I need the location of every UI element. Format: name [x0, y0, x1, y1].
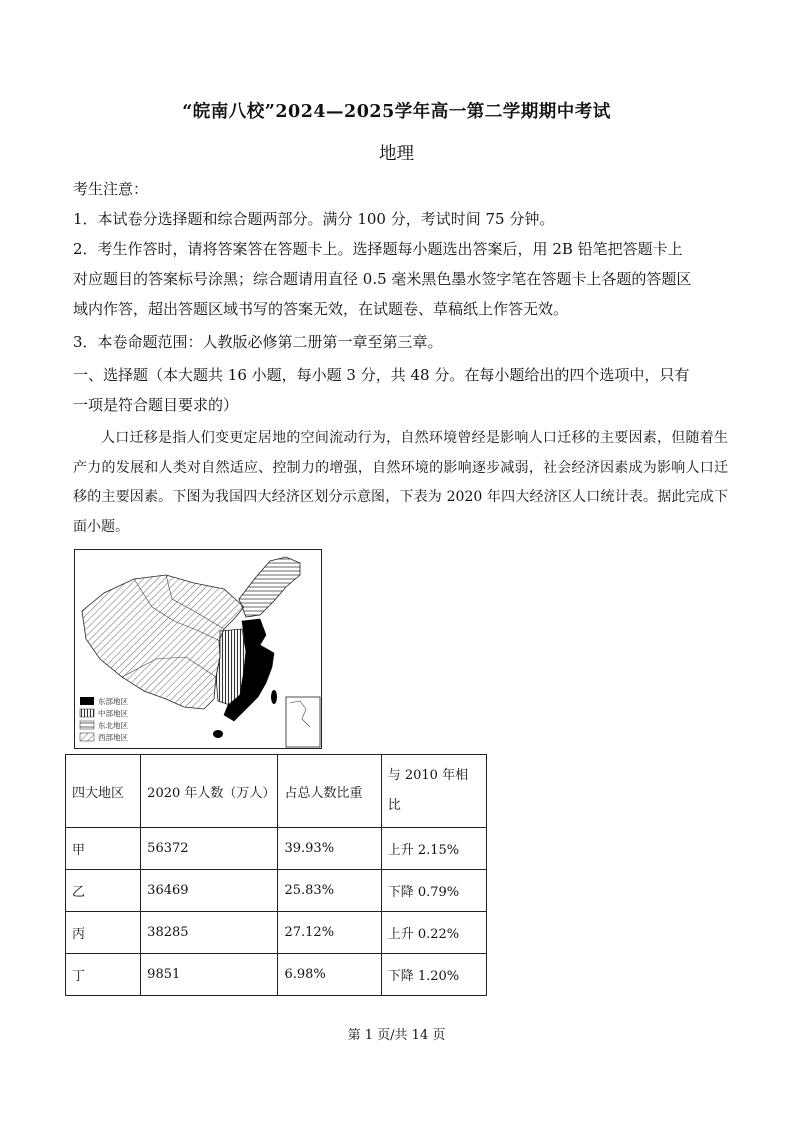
table-row [66, 954, 487, 996]
table-row [66, 828, 487, 870]
notice-item-2-line-3: 域内作答，超出答题区域书写的答案无效，在试题卷、草稿纸上作答无效。 [73, 300, 569, 318]
header-cell-population: 2020 年人数（万人） [141, 755, 278, 828]
population-table [65, 754, 487, 996]
cell-share: 27.12% [278, 912, 381, 954]
cell-region: 丙 [66, 912, 141, 954]
legend-swatch-central [80, 709, 94, 717]
section-heading-line-1: 一、选择题（本大题共 16 小题，每小题 3 分，共 48 分。在每小题给出的四个选项中，只有 [73, 366, 690, 384]
page-footer: 第 1 页/共 14 页 [347, 1028, 446, 1043]
south-china-sea-inset [286, 697, 320, 747]
notice-item-1: 1．本试卷分选择题和综合题两部分。满分 100 分，考试时间 75 分钟。 [73, 210, 555, 228]
cell-population: 9851 [141, 954, 278, 996]
hainan-island [213, 730, 223, 738]
cell-change: 上升 2.15% [381, 828, 486, 870]
cell-share: 39.93% [278, 828, 381, 870]
header-cell-change: 与 2010 年相比 [381, 755, 486, 828]
legend-label-northeast: 东北地区 [98, 721, 128, 730]
section-heading-line-2: 一项是符合题目要求的） [73, 396, 239, 414]
notice-item-2-line-2: 对应题目的答案标号涂黑；综合题请用直径 0.5 毫米黑色墨水签字笔在答题卡上各题的答题区 [73, 270, 692, 288]
legend-swatch-east [80, 697, 94, 705]
cell-region: 乙 [66, 870, 141, 912]
cell-share: 25.83% [278, 870, 381, 912]
cell-share: 6.98% [278, 954, 381, 996]
table-row [66, 870, 487, 912]
cell-change: 下降 1.20% [381, 954, 486, 996]
legend-label-east: 东部地区 [98, 697, 128, 706]
cell-population: 36469 [141, 870, 278, 912]
legend-swatch-northeast [80, 721, 94, 729]
header-cell-share: 占总人数比重 [278, 755, 381, 828]
question-passage: 人口迁移是指人们变更定居地的空间流动行为，自然环境曾经是影响人口迁移的主要因素，但随着生产力的发展和人类对自然适应、控制力的增强，自然环境的影响逐步减弱，社会经济因素成为影响人口迁移的主要因素。下图为我国四大经济区划分示意图，下表为 2020 年四大经济区人口统计表。据此完成下面小题。 [73, 430, 728, 535]
notice-item-3: 3．本卷命题范围：人教版必修第二册第一章至第三章。 [73, 333, 443, 351]
notice-item-2-line-1: 2．考生作答时，请将答案答在答题卡上。选择题每小题选出答案后，用 2B 铅笔把答题卡上 [73, 240, 683, 258]
legend-label-west: 西部地区 [98, 733, 128, 742]
china-economic-regions-map [74, 549, 322, 749]
cell-population: 56372 [141, 828, 278, 870]
cell-change: 下降 0.79% [381, 870, 486, 912]
cell-change: 上升 0.22% [381, 912, 486, 954]
cell-region: 甲 [66, 828, 141, 870]
legend-swatch-west [80, 733, 94, 741]
legend-label-central: 中部地区 [98, 709, 128, 718]
cell-region: 丁 [66, 954, 141, 996]
notice-heading: 考生注意： [73, 180, 149, 198]
table-row [66, 912, 487, 954]
header-cell-region: 四大地区 [66, 755, 141, 828]
subject-title: 地理 [379, 144, 414, 164]
cell-population: 38285 [141, 912, 278, 954]
taiwan-island [271, 690, 277, 704]
table-header-row [66, 755, 487, 828]
exam-title: “皖南八校”2024—2025学年高一第二学期期中考试 [182, 102, 611, 122]
